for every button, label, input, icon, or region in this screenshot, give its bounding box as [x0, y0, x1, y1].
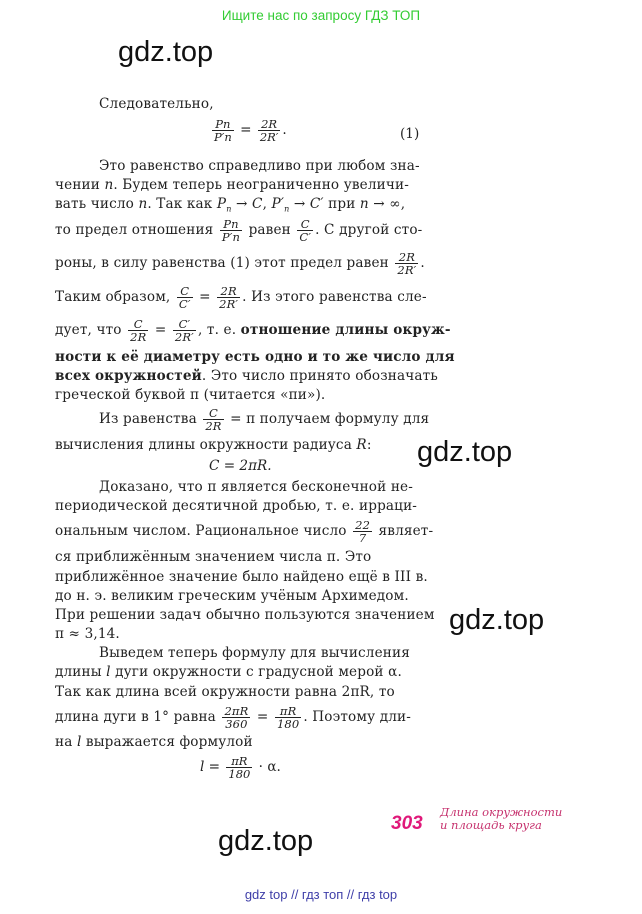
- text-line: всех окружностей. Это число принято обозначать: [55, 368, 438, 384]
- text-line: роны, в силу равенства (1) этот предел равен $\frac{2R}{2R'}$ .: [55, 250, 425, 277]
- text-line: Доказано, что π является бесконечной не-: [99, 479, 413, 495]
- watermark: gdz.top: [417, 436, 513, 468]
- text-line: до н. э. великим греческим учёным Архимедом.: [55, 588, 409, 604]
- text-line: Так как длина всей окружности равна 2πR, то: [55, 684, 395, 700]
- text-line: π ≈ 3,14.: [55, 626, 120, 642]
- footer-links: gdz top // гдз топ // гдз top: [244, 887, 398, 902]
- text-line: Следовательно,: [99, 96, 214, 112]
- text-line: греческой буквой π (читается «пи»).: [55, 387, 326, 403]
- watermark: gdz.top: [218, 825, 314, 857]
- text-line: на l выражается формулой: [55, 734, 253, 750]
- text-line: Выведем теперь формулу для вычисления: [99, 645, 410, 661]
- text-line: ся приближённым значением числа π. Это: [55, 549, 372, 565]
- text-line: длина дуги в 1° равна $\frac{2\pi R}{360}$ = $\frac{\pi R}{180}$ . Поэтому дли-: [55, 704, 411, 731]
- equation-1: $\frac{Pn}{P'n}$ = $\frac{2R}{2R'}$ .: [214, 117, 287, 144]
- text-line: При решении задач обычно пользуются значением: [55, 607, 435, 623]
- text-line: приближённое значение было найдено ещё в III в.: [55, 569, 428, 585]
- chapter-title: Длина окружности и площадь круга: [440, 805, 563, 832]
- text-line: то предел отношения $\frac{Pn}{P'n}$ равен $\frac{C}{C'}$ . С другой сто-: [55, 217, 423, 244]
- text-line: Из равенства $\frac{C}{2R}$ = π получаем формулу для: [99, 406, 430, 433]
- text-line: ональным числом. Рациональное число $\frac{22}{7}$ являет-: [55, 518, 434, 545]
- text-line: длины l дуги окружности с градусной мерой α.: [55, 664, 402, 680]
- text-line: дует, что $\frac{C}{2R}$ = $\frac{C'}{2R'}$ , т. е. отношение длины окруж-: [55, 317, 451, 344]
- text-line: вычисления длины окружности радиуса R:: [55, 437, 372, 453]
- top-banner: Ищите нас по запросу ГДЗ ТОП: [221, 8, 421, 23]
- formula-arc-length: l = $\frac{\pi R}{180}$ · α.: [200, 754, 281, 781]
- text-line: Это равенство справедливо при любом зна-: [99, 158, 420, 174]
- watermark: gdz.top: [118, 36, 214, 68]
- text-line: периодической десятичной дробью, т. е. ирраци-: [55, 498, 418, 514]
- page-number: 303: [391, 813, 423, 834]
- watermark: gdz.top: [449, 604, 545, 636]
- equation-number: (1): [400, 126, 420, 142]
- formula-circumference: C = 2πR.: [209, 458, 272, 474]
- text-line: вать число n. Так как $P_n \to C$, $P'_n \to C'$ при n → ∞,: [55, 196, 406, 214]
- text-line: ности к её диаметру есть одно и то же число для: [55, 349, 455, 365]
- text-line: Таким образом, $\frac{C}{C'}$ = $\frac{2R}{2R'}$ . Из этого равенства сле-: [55, 284, 427, 311]
- text-line: чении n. Будем теперь неограниченно увеличи-: [55, 177, 409, 193]
